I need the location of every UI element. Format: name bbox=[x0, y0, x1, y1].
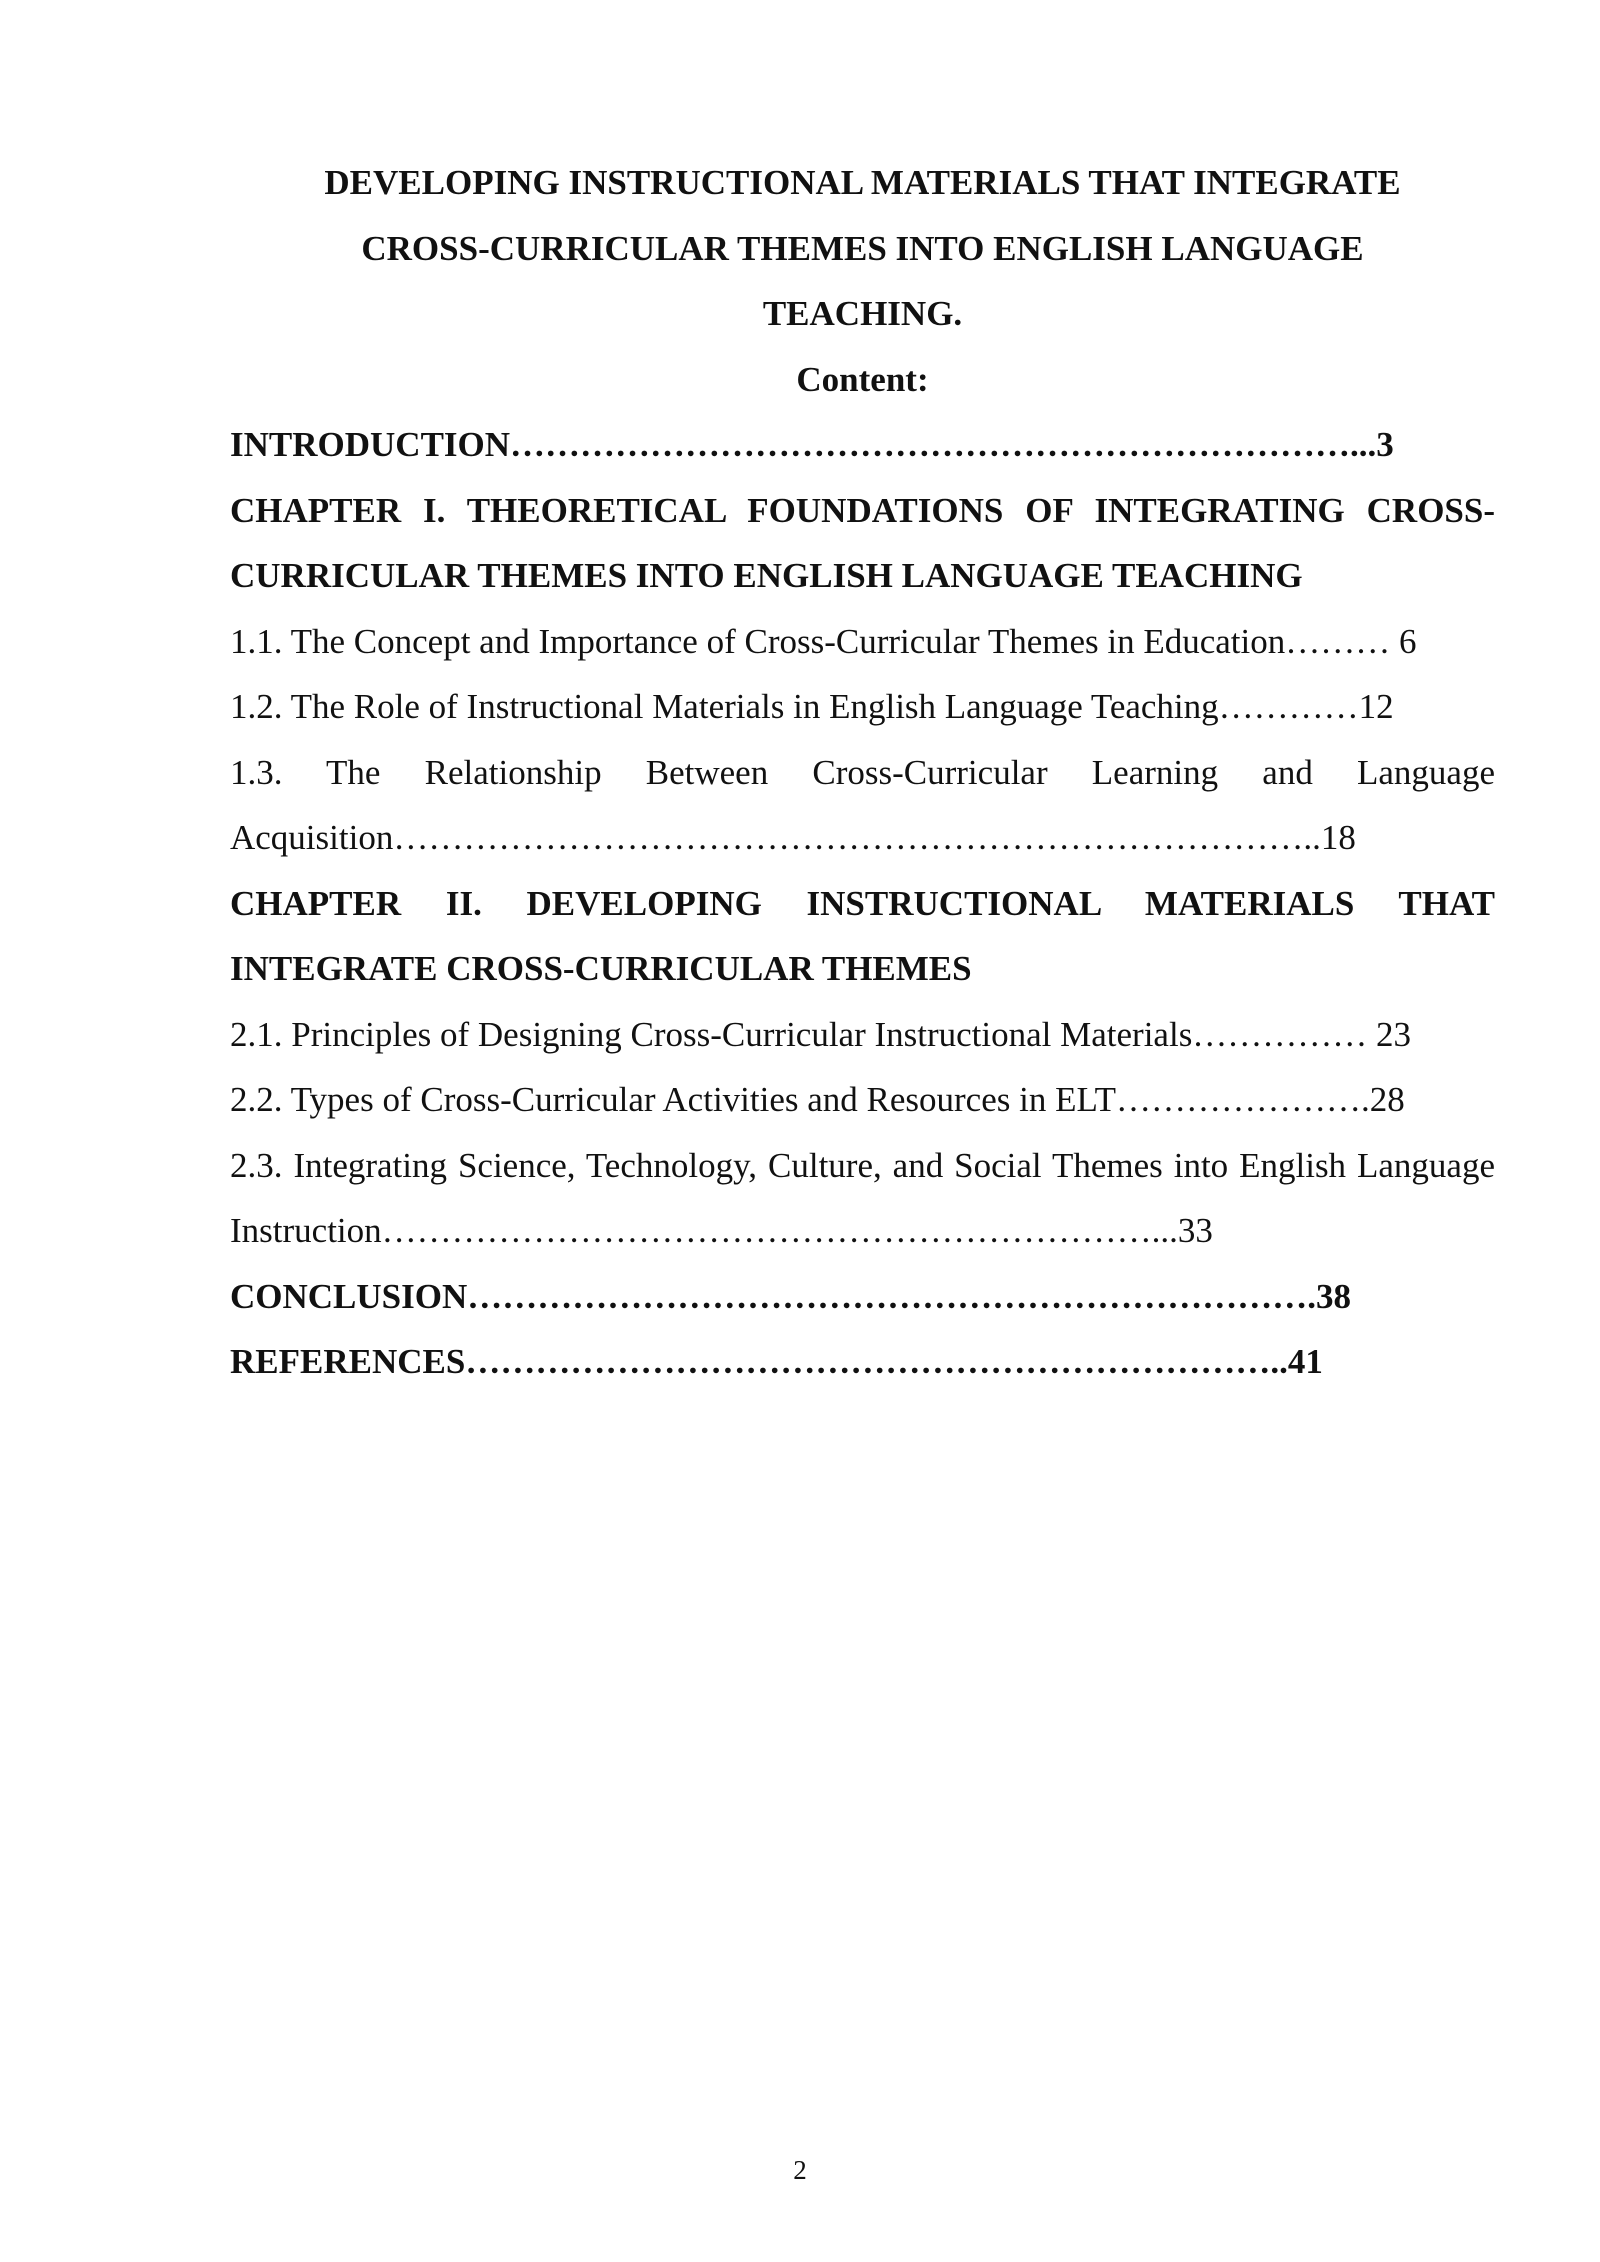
toc-section-2-1: 2.1. Principles of Designing Cross-Curricular Instructional Materials…………… 23 bbox=[230, 1014, 1412, 1054]
document-title-line-2: CROSS-CURRICULAR THEMES INTO ENGLISH LANGUAGE bbox=[361, 228, 1364, 268]
toc-introduction: INTRODUCTION………………………………………………………………...3 bbox=[230, 425, 1394, 464]
toc-section-1-2: 1.2. The Role of Instructional Materials in English Language Teaching…………12 bbox=[230, 687, 1394, 726]
toc-section-2-2: 2.2. Types of Cross-Curricular Activities and Resources in ELT………………….28 bbox=[230, 1080, 1405, 1119]
page-number: 2 bbox=[793, 2155, 807, 2185]
toc-section-1-3: 1.3. The Relationship Between Cross-Curricular Learning and Language Acquisition……………………………………………………………………..18 bbox=[230, 752, 1495, 857]
toc-chapter-1: CHAPTER I. THEORETICAL FOUNDATIONS OF INTEGRATING CROSS-CURRICULAR THEMES INTO ENGLISH LANGUAGE TEACHING bbox=[230, 490, 1495, 595]
document-page bbox=[230, 150, 1495, 1395]
document-title-line-3: TEACHING. bbox=[762, 294, 963, 333]
document-title-line-1: DEVELOPING INSTRUCTIONAL MATERIALS THAT INTEGRATE bbox=[324, 163, 1401, 202]
toc-references: REFERENCES……………………………………………………………..41 bbox=[230, 1342, 1323, 1381]
toc-section-2-3: 2.3. Integrating Science, Technology, Culture, and Social Themes into English Language Instruction…………………………………………………………...33 bbox=[230, 1145, 1495, 1250]
content-heading: Content: bbox=[796, 359, 929, 399]
toc-chapter-2: CHAPTER II. DEVELOPING INSTRUCTIONAL MATERIALS THAT INTEGRATE CROSS-CURRICULAR THEMES bbox=[230, 883, 1495, 988]
toc-section-1-1: 1.1. The Concept and Importance of Cross-Curricular Themes in Education……… 6 bbox=[230, 621, 1417, 661]
toc-conclusion: CONCLUSION……………………………………………………………….38 bbox=[230, 1276, 1352, 1316]
